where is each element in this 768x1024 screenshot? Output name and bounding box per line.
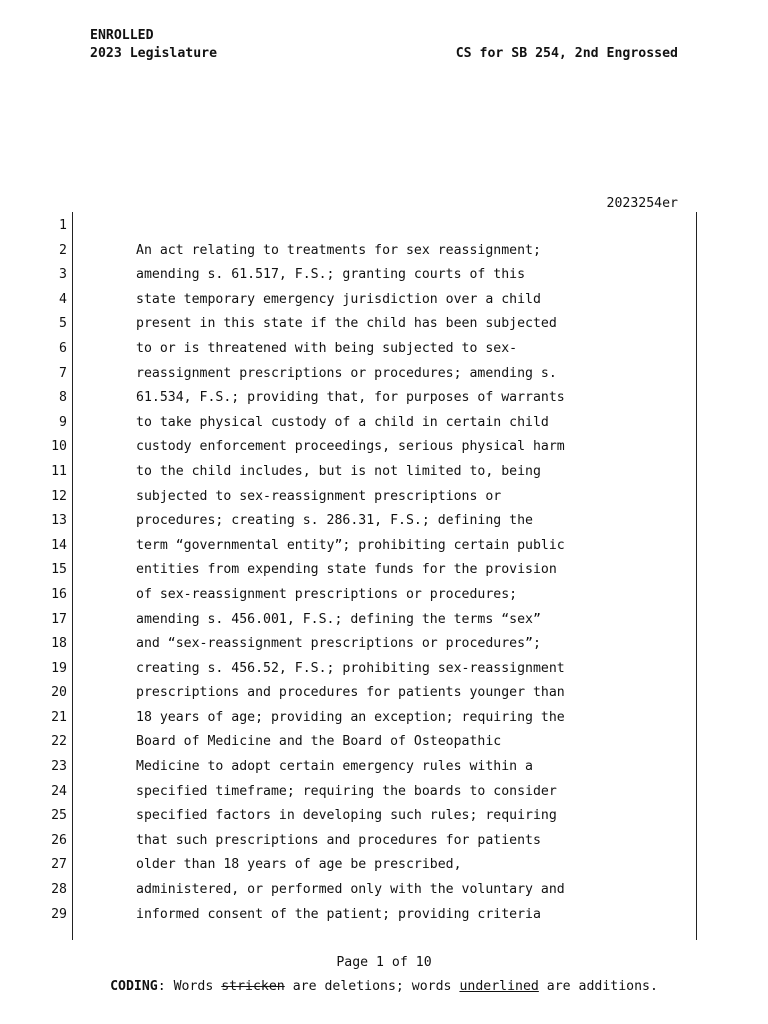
line-number: 13 [51, 513, 67, 529]
text-line [0, 882, 768, 907]
line-number: 5 [59, 316, 67, 332]
coding-additions-text: are additions. [538, 979, 658, 994]
line-text: specified factors in developing such rules; requiring [136, 808, 557, 824]
coding-legend [0, 979, 768, 994]
line-text: specified timeframe; requiring the boards to consider [136, 783, 557, 799]
text-line [0, 267, 768, 292]
text-line [0, 808, 768, 833]
line-text: to the child includes, but is not limited to, being [136, 463, 541, 479]
text-line [0, 833, 768, 858]
coding-colon: : [157, 979, 166, 994]
text-line [0, 390, 768, 415]
text-line [0, 857, 768, 882]
text-line [0, 734, 768, 759]
text-line [0, 218, 768, 243]
stricken-example: stricken [221, 979, 285, 994]
line-text: custody enforcement proceedings, serious physical harm [136, 439, 565, 455]
line-number: 25 [51, 808, 67, 824]
text-line [0, 464, 768, 489]
line-number: 6 [59, 340, 67, 356]
text-line [0, 243, 768, 268]
line-number: 11 [51, 463, 67, 479]
line-text: 18 years of age; providing an exception; requiring the [136, 709, 565, 725]
text-line [0, 636, 768, 661]
line-text: An act relating to treatments for sex reassignment; [136, 242, 541, 258]
line-text: entities from expending state funds for the provision [136, 562, 557, 578]
text-line [0, 489, 768, 514]
line-text: present in this state if the child has been subjected [136, 316, 557, 332]
line-number: 10 [51, 439, 67, 455]
text-line [0, 685, 768, 710]
line-number: 16 [51, 586, 67, 602]
line-number: 12 [51, 488, 67, 504]
line-text: 61.534, F.S.; providing that, for purposes of warrants [136, 390, 565, 406]
coding-label: CODING [110, 979, 158, 994]
line-text: creating s. 456.52, F.S.; prohibiting sex-reassignment [136, 660, 565, 676]
line-text: prescriptions and procedures for patients younger than [136, 685, 565, 701]
line-number: 26 [51, 832, 67, 848]
line-number: 2 [59, 242, 67, 258]
text-line [0, 439, 768, 464]
text-line [0, 612, 768, 637]
coding-deletions-text: are deletions; words [284, 979, 460, 994]
line-number: 23 [51, 759, 67, 775]
line-text: administered, or performed only with the voluntary and [136, 882, 565, 898]
bill-text-body [0, 218, 768, 931]
line-number: 14 [51, 537, 67, 553]
coding-words: Words [165, 979, 222, 994]
text-line [0, 513, 768, 538]
text-line [0, 366, 768, 391]
bill-identifier: CS for SB 254, 2nd Engrossed [455, 46, 678, 61]
line-text: amending s. 456.001, F.S.; defining the terms “sex” [136, 611, 541, 627]
legislature-session: 2023 Legislature [90, 46, 218, 61]
line-number: 3 [59, 267, 67, 283]
line-number: 18 [51, 636, 67, 652]
line-text: older than 18 years of age be prescribed, [136, 857, 462, 873]
line-number: 15 [51, 562, 67, 578]
line-number: 20 [51, 685, 67, 701]
line-number: 29 [51, 906, 67, 922]
text-line [0, 784, 768, 809]
line-text: state temporary emergency jurisdiction over a child [136, 291, 541, 307]
line-number: 24 [51, 783, 67, 799]
document-code: 2023254er [606, 196, 678, 211]
line-number: 19 [51, 660, 67, 676]
line-text: Medicine to adopt certain emergency rules within a [136, 759, 533, 775]
line-number: 21 [51, 709, 67, 725]
line-number: 28 [51, 882, 67, 898]
text-line [0, 562, 768, 587]
text-line [0, 316, 768, 341]
line-text: and “sex-reassignment prescriptions or procedures”; [136, 636, 541, 652]
text-line [0, 292, 768, 317]
line-number: 7 [59, 365, 67, 381]
line-text: procedures; creating s. 286.31, F.S.; defining the [136, 513, 533, 529]
line-text: amending s. 61.517, F.S.; granting courts of this [136, 267, 526, 283]
line-number: 1 [59, 218, 67, 233]
line-text: Board of Medicine and the Board of Osteopathic [136, 734, 502, 750]
text-line [0, 538, 768, 563]
text-line [0, 587, 768, 612]
enrolled-status: ENROLLED [90, 28, 154, 43]
line-text: of sex-reassignment prescriptions or procedures; [136, 586, 518, 602]
line-number: 4 [59, 291, 67, 307]
line-text: term “governmental entity”; prohibiting certain public [136, 537, 565, 553]
underlined-example: underlined [459, 979, 539, 994]
text-line [0, 907, 768, 932]
text-line [0, 341, 768, 366]
line-text: to or is threatened with being subjected to sex- [136, 340, 518, 356]
line-text: informed consent of the patient; providing criteria [136, 906, 541, 922]
line-text: to take physical custody of a child in certain child [136, 414, 549, 430]
line-number: 22 [51, 734, 67, 750]
line-text: reassignment prescriptions or procedures; amending s. [136, 365, 557, 381]
text-line [0, 759, 768, 784]
line-text: that such prescriptions and procedures for patients [136, 832, 541, 848]
line-text: subjected to sex-reassignment prescriptions or [136, 488, 502, 504]
line-number: 17 [51, 611, 67, 627]
page-number: Page 1 of 10 [336, 955, 432, 970]
line-number: 9 [59, 414, 67, 430]
text-line [0, 415, 768, 440]
text-line [0, 710, 768, 735]
line-number: 8 [59, 390, 67, 406]
text-line [0, 661, 768, 686]
line-number: 27 [51, 857, 67, 873]
